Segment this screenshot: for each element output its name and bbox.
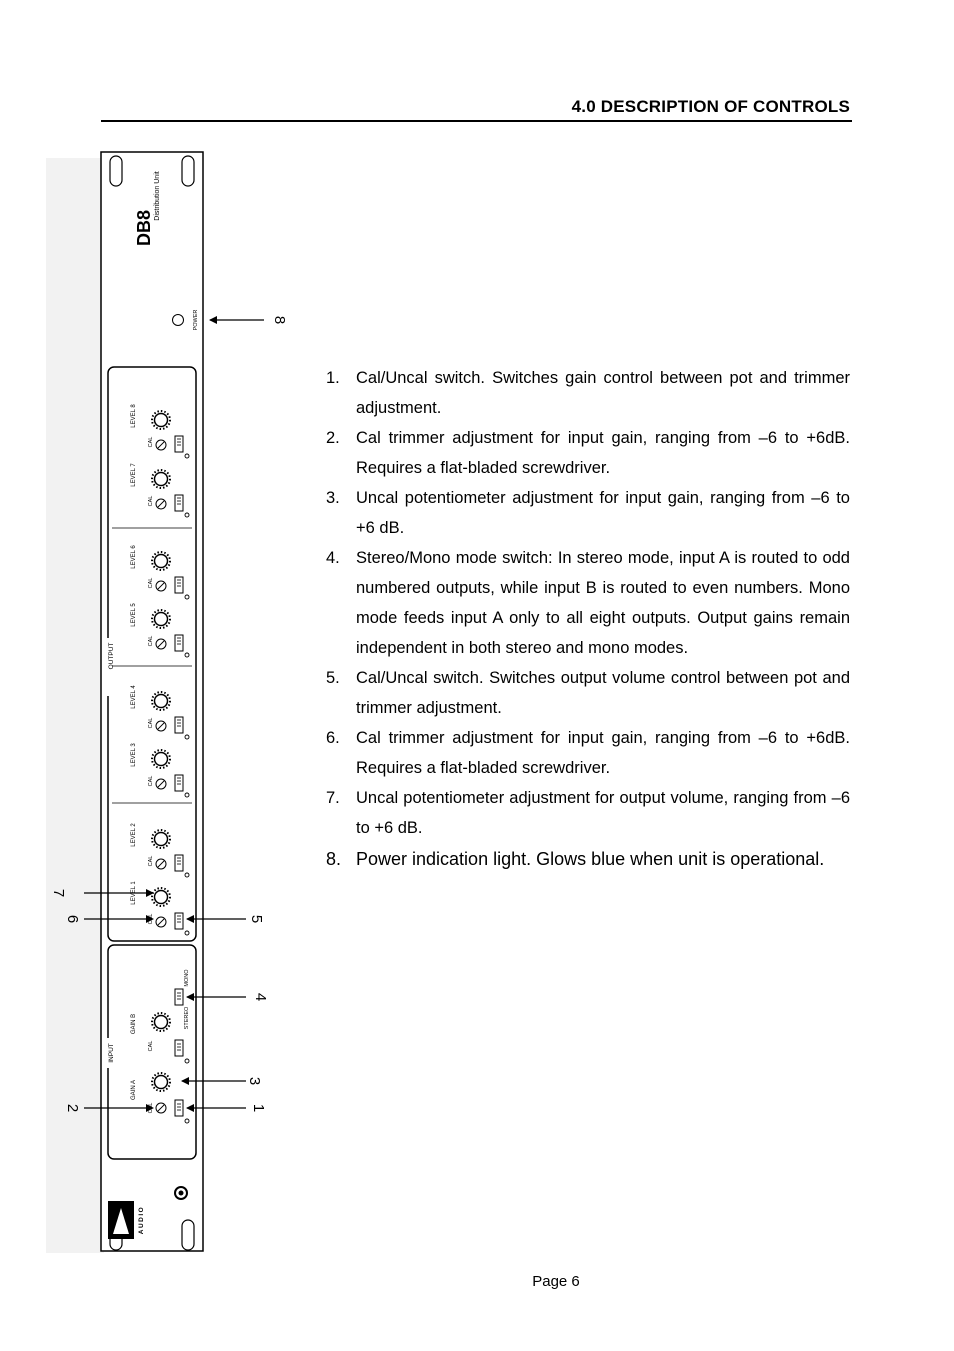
item-text: Cal trimmer adjustment for input gain, ranging from –6 to +6dB. Requires a flat-bladed screwdriver. [356, 729, 850, 777]
brand-subtitle: Distribution Unit [154, 171, 161, 221]
uncal-pot [155, 414, 168, 427]
callout-3-label: 3 [246, 1076, 263, 1086]
stereo-label: STEREO [184, 1006, 190, 1030]
cal-uncal-switch [175, 855, 183, 871]
uncal-pot [155, 1076, 168, 1089]
level-1-label: LEVEL 1 [131, 881, 137, 905]
list-item [326, 723, 850, 783]
item-text: Cal trimmer adjustment for input gain, ranging from –6 to +6dB. Requires a flat-bladed screwdriver. [356, 429, 850, 477]
callout-8-label: 8 [271, 315, 288, 325]
controls-description-list [326, 363, 850, 875]
level-5-label: LEVEL 5 [131, 603, 137, 627]
level-2-label: LEVEL 2 [131, 823, 137, 847]
output-label: OUTPUT [108, 642, 115, 670]
list-item [326, 483, 850, 543]
gain-a-label: GAIN A [131, 1079, 137, 1101]
heading-rule [101, 120, 852, 122]
cal-label: CAL [148, 775, 154, 787]
cal-uncal-switch [175, 577, 183, 593]
level-3-label: LEVEL 3 [131, 743, 137, 767]
uncal-pot [155, 1016, 168, 1029]
list-item [326, 363, 850, 423]
cal-uncal-switch [175, 436, 183, 452]
rack-panel [101, 152, 203, 1251]
level-8-label: LEVEL 8 [131, 404, 137, 428]
cal-uncal-switch [175, 1100, 183, 1116]
item-number: 7. [326, 789, 340, 807]
cal-uncal-switch [175, 717, 183, 733]
uncal-pot [155, 891, 168, 904]
item-number: 2. [326, 429, 340, 447]
cal-label: CAL [148, 436, 154, 448]
uncal-pot [155, 753, 168, 766]
power-label: POWER [193, 309, 199, 331]
item-number: 6. [326, 729, 340, 747]
cal-label: CAL [148, 717, 154, 729]
uncal-pot [155, 695, 168, 708]
cal-label: CAL [148, 635, 154, 647]
mono-label: MONO [184, 969, 190, 987]
item-number: 3. [326, 489, 340, 507]
uncal-pot [155, 613, 168, 626]
list-item [326, 783, 850, 843]
cal-uncal-switch [175, 1040, 183, 1056]
level-7-label: LEVEL 7 [131, 463, 137, 487]
item-text: Uncal potentiometer adjustment for input gain, ranging from –6 to +6 dB. [356, 489, 850, 537]
input-label: INPUT [108, 1043, 115, 1063]
item-text: Power indication light. Glows blue when unit is operational. [356, 849, 825, 869]
item-text: Cal/Uncal switch. Switches gain control between pot and trimmer adjustment. [356, 369, 850, 417]
uncal-pot [155, 473, 168, 486]
section-heading: 4.0 DESCRIPTION OF CONTROLS [571, 97, 850, 116]
cal-uncal-switch [175, 495, 183, 511]
brand-text: DB8 [134, 209, 154, 247]
item-text: Uncal potentiometer adjustment for output volume, ranging from –6 to +6 dB. [356, 789, 850, 837]
maker-logo-text: AUDIO [138, 1205, 145, 1235]
callout-7-label: 7 [50, 888, 67, 898]
cal-label: CAL [148, 855, 154, 867]
cal-uncal-switch [175, 775, 183, 791]
front-panel-diagram [44, 148, 294, 1258]
item-number: 8. [326, 849, 342, 869]
cal-label: CAL [148, 1040, 154, 1052]
list-item [326, 423, 850, 483]
brand-logo [134, 210, 154, 246]
list-item [326, 663, 850, 723]
item-text: Stereo/Mono mode switch: In stereo mode, input A is routed to odd numbered outputs, while input B is routed to even numbers. Mono mode feeds input A only to all eight outputs. Output gains remain independent in both stereo and mono modes. [356, 549, 850, 657]
callout-6-label: 6 [64, 914, 81, 924]
cal-uncal-switch [175, 913, 183, 929]
callout-2-label: 2 [64, 1103, 81, 1113]
callout-1-label: 1 [250, 1103, 267, 1113]
gain-b-label: GAIN B [131, 1013, 137, 1035]
level-6-label: LEVEL 6 [131, 545, 137, 569]
page-number: Page 6 [532, 1273, 580, 1290]
cal-label: CAL [148, 495, 154, 507]
uncal-pot [155, 555, 168, 568]
item-number: 1. [326, 369, 340, 387]
cal-label: CAL [148, 577, 154, 589]
list-item [326, 543, 850, 663]
item-number: 5. [326, 669, 340, 687]
callout-5-label: 5 [248, 914, 265, 924]
item-number: 4. [326, 549, 340, 567]
cal-uncal-switch [175, 635, 183, 651]
callout-4-label: 4 [252, 992, 269, 1002]
list-item [326, 843, 850, 875]
level-4-label: LEVEL 4 [131, 685, 137, 709]
item-text: Cal/Uncal switch. Switches output volume control between pot and trimmer adjustment. [356, 669, 850, 717]
callout-8 [209, 316, 288, 324]
stereo-mono-switch [175, 989, 183, 1005]
uncal-pot [155, 833, 168, 846]
